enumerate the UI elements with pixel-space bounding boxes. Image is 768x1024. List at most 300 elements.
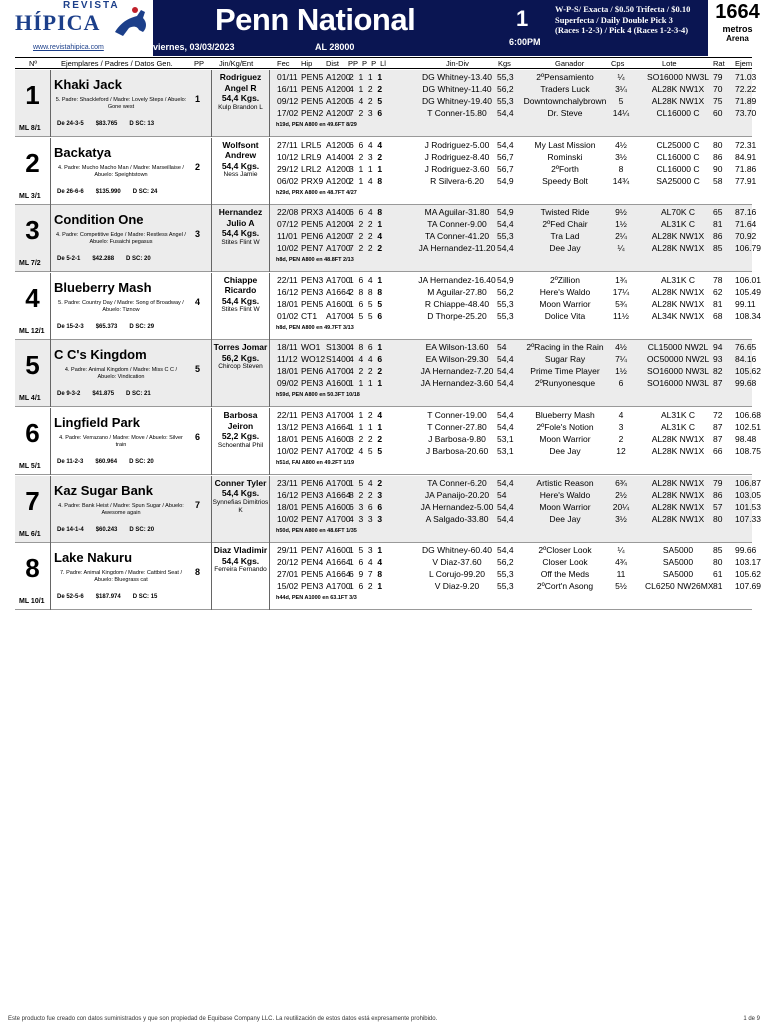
col-rat: Rat	[713, 59, 725, 68]
post-position: 4	[195, 296, 201, 307]
weight: 54,4 Kgs.	[221, 295, 260, 306]
pp-rat: 85	[713, 243, 723, 254]
race-header	[15, 0, 760, 56]
pp-ej: 101.53	[735, 501, 761, 512]
pp-ej: 99.68	[735, 378, 757, 389]
pp-gan: 2ºFed Chair	[542, 219, 588, 230]
pp-kg: 54,4	[497, 513, 514, 524]
pp-rat: 75	[713, 96, 723, 106]
pp-rat: 65	[713, 207, 723, 218]
post-position: 3	[195, 229, 201, 240]
morning-line-odds: ML 6/1	[19, 530, 41, 538]
pp-ej: 105.49	[735, 286, 761, 297]
pp-jin: M Aguilar-27.80	[427, 286, 487, 297]
record-starts: De 26-6-6	[57, 188, 84, 195]
past-performance-line	[273, 581, 761, 593]
jockey-cell	[211, 476, 270, 543]
pp-jin: TA Conner-41.20	[424, 231, 490, 242]
pp-lote: AL70K C	[660, 207, 696, 218]
pp-gan: Traders Luck	[540, 84, 590, 94]
column-header-row	[15, 57, 752, 69]
earnings: $65.373	[95, 323, 118, 330]
pp-hip: PEN3	[301, 274, 324, 285]
past-performance-line	[273, 151, 757, 164]
past-performance-line	[273, 163, 757, 176]
jockey-name: Chiappe Ricardo	[223, 274, 258, 296]
pp-rat: 86	[713, 151, 723, 162]
latest-workout: h29d, PRX A800 en 48.7FT 4/27	[276, 189, 357, 196]
pp-ej: 72.22	[735, 84, 757, 94]
morning-line-odds: ML 4/1	[19, 395, 41, 403]
pp-ej: 99.66	[735, 545, 757, 556]
pp-ej: 70.92	[735, 231, 757, 242]
record-starts: De 9-3-2	[57, 391, 81, 398]
pp-jin: T Conner-15.80	[427, 108, 487, 118]
pp-fec: 01/11	[277, 72, 298, 82]
pp-gan: Speedy Bolt	[542, 175, 588, 186]
trainer-name: Kulp Brandon L	[218, 103, 263, 111]
pp-kg: 54	[497, 342, 507, 353]
earnings: $42.288	[92, 256, 115, 263]
col-num: Nº	[29, 59, 38, 68]
pp-jin: JA Hernandez-16.40	[418, 274, 496, 285]
morning-line-odds: ML 8/1	[19, 125, 41, 132]
pp-fec: 01/02	[277, 310, 299, 321]
pp-kg: 54,4	[497, 139, 514, 150]
pp-jin: J Rodriguez-3.60	[424, 163, 490, 174]
pp-c: 2 1 4 8	[349, 175, 383, 186]
pp-ej: 106.87	[735, 477, 761, 488]
pp-kg: 56,7	[497, 163, 514, 174]
pp-jin: L Corujo-99.20	[429, 569, 485, 580]
pp-c: 1 6 2 1	[349, 581, 383, 592]
pp-dist: A1664	[326, 557, 351, 568]
pp-rat: 62	[713, 286, 723, 297]
pp-hip: PEN3	[301, 378, 324, 389]
pp-kg: 54,4	[497, 422, 514, 432]
pp-c: 1 5 3 1	[349, 545, 383, 556]
pp-fec: 09/02	[277, 378, 299, 389]
pp-dist: A1600	[326, 298, 351, 309]
pp-gan: Dee Jay	[549, 446, 581, 456]
latest-workout: h59d, PEN A800 en 50.3FT 10/18	[276, 392, 360, 399]
pp-rat: 85	[713, 545, 723, 556]
pp-lote: SA5000	[662, 545, 694, 556]
pp-jin: J Rodriguez-8.40	[424, 151, 490, 162]
header-bar	[153, 0, 708, 56]
days-since-race: D SC: 21	[126, 391, 151, 398]
pp-rat: 61	[713, 569, 723, 580]
pp-hip: PEN6	[301, 477, 324, 488]
jockey-name: Rodriguez Angel R	[219, 72, 262, 93]
pp-rat: 87	[713, 378, 723, 389]
pp-lote: AL28K NW1X	[651, 243, 705, 254]
pp-rat: 72	[713, 410, 723, 420]
pp-gan: 2ºForth	[551, 163, 579, 174]
pp-ej: 76.65	[735, 342, 757, 353]
post-position: 6	[195, 432, 201, 442]
entry-row	[15, 205, 761, 272]
pp-c: 6 4 2 5	[349, 96, 383, 106]
pp-c: 4 5 5 6	[349, 310, 383, 321]
weight: 54,4 Kgs.	[221, 555, 260, 566]
pp-ej: 107.69	[735, 581, 761, 592]
trainer-name: Stites Flint W	[221, 306, 260, 314]
pp-kg: 55,3	[497, 231, 514, 242]
pp-c: 6 9 7 8	[349, 569, 383, 580]
trainer-name: Chircop Steven	[218, 363, 263, 371]
weight: 54,4 Kgs.	[221, 160, 260, 171]
pp-kg: 55,3	[497, 298, 514, 309]
post-time: 6:00PM	[509, 37, 541, 47]
pp-lote: AL31K C	[660, 422, 696, 432]
pp-hip: PEN2	[301, 108, 324, 118]
pp-dist: A1200	[326, 163, 351, 174]
pp-kg: 55,3	[497, 310, 514, 321]
program-number-cell	[15, 273, 51, 340]
pp-kg: 53,1	[497, 434, 514, 444]
pp-cps: 17¼	[612, 286, 630, 297]
pp-lote: AL28K NW1X	[651, 446, 705, 456]
logo-top-text: REVISTA	[63, 0, 120, 11]
pp-c: 7 2 3 6	[349, 108, 383, 118]
record-starts: De 14-1-4	[57, 526, 84, 533]
col-hip: Hip	[301, 59, 313, 68]
pp-c: 1 1 1 1	[349, 422, 383, 432]
pp-cps: 1½	[615, 219, 627, 230]
pp-jin: JA Hernandez-11.20	[418, 243, 496, 254]
pp-hip: WO1	[301, 342, 321, 353]
col-jindiv: Jin-Div	[446, 59, 469, 68]
pp-rat: 80	[713, 513, 723, 524]
pp-c: 4 1 2 2	[349, 84, 383, 94]
pp-jin: JA Hernandez-3.60	[420, 378, 494, 389]
pp-kg: 54,4	[497, 243, 514, 254]
pp-hip: PEN5	[301, 72, 324, 82]
pp-kg: 54	[497, 489, 507, 500]
program-number: 5	[25, 350, 40, 381]
pp-fec: 29/11	[277, 545, 298, 556]
pp-hip: PEN7	[301, 545, 324, 556]
pp-cps: 20¼	[612, 501, 630, 512]
pp-jin: J Barbosa-9.80	[428, 434, 486, 444]
pp-c: 2 8 8 8	[349, 286, 383, 297]
pp-c: 1 1 1 1	[349, 378, 383, 389]
pp-fec: 18/01	[277, 366, 299, 377]
pp-fec: 10/12	[277, 151, 299, 162]
past-performance-line	[273, 489, 761, 502]
earnings: $41.875	[92, 391, 115, 398]
past-performance-line	[273, 545, 757, 557]
pp-dist: A1200	[326, 175, 351, 186]
past-performance-line	[273, 207, 757, 219]
past-performance-line	[273, 175, 757, 188]
horse-name: Condition One	[54, 212, 144, 228]
pp-jin: D Thorpe-25.20	[427, 310, 487, 321]
horse-name: Backatya	[54, 144, 112, 160]
race-date: viernes, 03/03/2023	[153, 42, 235, 52]
pp-gan: Sugar Ray	[544, 354, 586, 365]
past-performance-line	[273, 310, 761, 323]
pp-cps: 9½	[615, 207, 627, 218]
program-number: 2	[25, 147, 40, 178]
pp-kg: 54,4	[497, 410, 514, 420]
earnings: $60.964	[95, 459, 118, 465]
program-number-cell	[15, 138, 51, 205]
pp-gan: Twisted Ride	[540, 207, 590, 218]
pp-ej: 103.17	[735, 557, 761, 568]
pp-lote: AL28K NW1X	[651, 231, 705, 242]
race-purse: AL 28000	[315, 42, 355, 52]
pp-dist: A1200	[326, 219, 351, 230]
col-cps: Cps	[611, 59, 625, 68]
pp-ej: 102.51	[735, 422, 761, 432]
pp-dist: A1200	[326, 96, 351, 106]
pp-gan: Closer Look	[542, 557, 588, 568]
pp-rat: 58	[713, 175, 723, 186]
record-starts: De 5-2-1	[57, 256, 81, 263]
pp-hip: PEN5	[301, 298, 324, 309]
pp-cps: ¼	[617, 243, 625, 254]
pp-kg: 56,2	[497, 286, 514, 297]
pp-hip: PEN3	[301, 581, 324, 592]
past-performance-line	[273, 366, 761, 378]
pp-fec: 11/12	[277, 354, 298, 365]
pp-fec: 22/11	[277, 274, 298, 285]
pp-dist: A1700	[326, 274, 351, 285]
pp-ej: 87.16	[735, 207, 757, 218]
pp-hip: PEN6	[301, 366, 324, 377]
program-number-cell	[15, 340, 51, 407]
record-starts: De 24-3-5	[57, 121, 84, 127]
pp-hip: PEN5	[301, 501, 324, 512]
pp-c: 4 8 6 1	[349, 342, 383, 353]
pp-rat: 90	[713, 163, 723, 174]
program-number-cell	[15, 70, 51, 137]
morning-line-odds: ML 3/1	[19, 192, 41, 200]
horse-name: Lake Nakuru	[54, 550, 133, 566]
weight: 54,4 Kgs.	[221, 93, 260, 103]
program-number-cell	[15, 543, 51, 610]
pedigree: 4. Padre: Competitive Edge / Madre: Restless Angel / Abuelo: Fusaichi pegasus	[56, 232, 186, 246]
trainer-name: Stites Flint W	[221, 238, 260, 246]
pp-hip: PRX3	[301, 207, 324, 218]
col-fec: Fec	[277, 59, 290, 68]
pp-ej: 77.91	[735, 175, 757, 186]
pp-cps: 7¼	[615, 354, 627, 365]
pp-fec: 10/02	[277, 243, 299, 254]
pp-dist: A1664	[326, 422, 351, 432]
horse-name: Lingfield Park	[54, 415, 140, 430]
track-surface: Arena	[726, 34, 749, 43]
pp-kg: 54,9	[497, 175, 514, 186]
post-position: 7	[195, 499, 201, 510]
pp-ej: 98.48	[735, 434, 757, 444]
magazine-logo	[15, 0, 153, 56]
pp-dist: A1600	[326, 501, 351, 512]
weight: 54,4 Kgs.	[221, 488, 260, 499]
past-performance-line	[273, 557, 761, 569]
pp-hip: LRL2	[301, 163, 322, 174]
pp-lote: AL28K NW1X	[651, 434, 705, 444]
latest-workout: h19d, PEN A800 en 49.6FT 8/29	[276, 122, 357, 128]
pp-dist: A1700	[326, 410, 351, 420]
pp-lote: SA5000	[662, 557, 694, 568]
past-performance-line	[273, 434, 757, 446]
past-performance-line	[273, 477, 761, 490]
pp-gan: 2ºFole's Notion	[536, 422, 594, 432]
pp-rat: 81	[713, 298, 723, 309]
pp-cps: 3¼	[615, 84, 627, 94]
trainer-name: Synnefias Dimitrios K	[212, 498, 269, 514]
pp-hip: CT1	[301, 310, 318, 321]
pp-lote: AL28K NW1X	[651, 96, 705, 106]
latest-workout: h50d, PEN A800 en 48.6FT 1/35	[276, 527, 357, 534]
record-starts: De 11-2-3	[57, 459, 84, 465]
jockey-name: Barbosa Jeiron	[223, 410, 258, 431]
pp-c: 4 1 2 4	[349, 410, 383, 420]
pp-lote: CL16000 C	[656, 108, 700, 118]
pp-jin: DG Whitney-60.40	[422, 545, 492, 556]
pp-fec: 18/11	[277, 342, 298, 353]
weight: 56,2 Kgs.	[221, 352, 260, 363]
pp-gan: Here's Waldo	[539, 286, 591, 297]
pedigree: 4. Padre: Mucho Macho Man / Madre: Marseillaise / Abuelo: Speightstown	[58, 164, 184, 178]
pp-gan: Rominski	[547, 151, 583, 162]
pp-kg: 56,2	[497, 557, 514, 568]
pp-cps: ¼	[617, 72, 625, 82]
magazine-url-link[interactable]: www.revistahipica.com	[33, 44, 104, 51]
pp-jin: JA Hernandez-5.00	[420, 501, 494, 512]
pp-rat: 60	[713, 108, 723, 118]
career-record	[57, 121, 154, 127]
pp-kg: 54,4	[497, 108, 514, 118]
col-positions: PP P P Ll	[348, 59, 386, 68]
weight: 52,2 Kgs.	[221, 431, 260, 441]
pp-lote: AL28K NW1X	[651, 298, 705, 309]
pp-cps: 4½	[615, 139, 627, 150]
track-name: Penn National	[215, 2, 416, 37]
pp-cps: 14¾	[612, 175, 630, 186]
pp-jin: MA Aguilar-31.80	[424, 207, 490, 218]
pp-gan: Downtownchalybrown	[523, 96, 607, 106]
pp-jin: T Conner-27.80	[427, 422, 487, 432]
pp-hip: PEN7	[301, 446, 324, 456]
pp-gan: Dr. Steve	[547, 108, 583, 118]
pp-cps: 1½	[615, 366, 627, 377]
pp-kg: 54,4	[497, 477, 514, 488]
pp-fec: 09/12	[277, 96, 299, 106]
pp-c: 7 2 2 2	[349, 243, 383, 254]
pp-ej: 99.11	[735, 298, 756, 309]
entry-row	[15, 543, 761, 610]
pp-hip: PEN5	[301, 219, 324, 230]
past-performance-line	[273, 298, 756, 311]
pp-jin: JA Hernandez-7.20	[420, 366, 494, 377]
pp-fec: 27/01	[277, 569, 299, 580]
pp-rat: 79	[713, 477, 723, 488]
pp-c: 4 3 3 3	[349, 513, 383, 524]
pp-lote: AL28K NW1X	[651, 286, 705, 297]
pp-dist: A1600	[326, 378, 351, 389]
earnings: $83.765	[95, 121, 118, 127]
pp-cps: 8	[618, 163, 624, 174]
pp-lote: AL28K NW1X	[651, 513, 705, 524]
pp-rat: 79	[713, 72, 723, 82]
pp-ej: 105.62	[735, 366, 761, 377]
col-jockey: Jin/Kg/Ent	[219, 59, 254, 68]
pp-gan: Dolice Vita	[544, 310, 586, 321]
past-performance-line	[273, 72, 757, 84]
pp-hip: PEN3	[301, 286, 324, 297]
pp-jin: JA Panaijo-20.20	[424, 489, 490, 500]
pedigree: 4. Padre: Verrazano / Madre: Move / Abuelo: Silver train	[59, 435, 183, 448]
pp-c: 4 2 3 2	[349, 151, 383, 162]
pedigree: 7. Padre: Animal Kingdom / Madre: Cattbird Seat / Abuelo: Bluegrass cat	[60, 570, 182, 584]
pp-hip: PEN3	[301, 489, 324, 500]
pp-hip: PRX9	[301, 175, 324, 186]
past-performance-line	[273, 342, 757, 354]
race-distance: 1664	[715, 1, 760, 23]
pp-fec: 29/12	[277, 163, 299, 174]
pp-gan: 2ºCloser Look	[538, 545, 592, 556]
pp-fec: 17/02	[277, 108, 299, 118]
jockey-name: Torres Jomar	[213, 342, 268, 353]
page-number: 1 de 9	[743, 1016, 760, 1022]
days-since-race: D SC: 20	[129, 526, 155, 533]
pp-lote: AL28K NW1X	[651, 84, 705, 94]
pp-jin: A Salgado-33.80	[425, 513, 489, 524]
pp-dist: A1700	[326, 477, 351, 488]
pp-ej: 84.91	[735, 151, 757, 162]
days-since-race: D SC: 24	[132, 188, 158, 195]
pp-hip: LRL5	[301, 139, 322, 150]
pp-dist: A1200	[326, 139, 351, 150]
days-since-race: D SC: 20	[126, 256, 151, 263]
pp-rat: 87	[713, 434, 723, 444]
pp-lote: SA25000 C	[656, 175, 700, 186]
jockey-cell	[211, 273, 270, 340]
jockey-cell	[211, 340, 270, 407]
pp-jin: DG Whitney-19.40	[422, 96, 492, 106]
pp-kg: 55,3	[497, 569, 514, 580]
pp-lote: CL16000 C	[656, 163, 700, 174]
pp-lote: CL25000 C	[656, 139, 700, 150]
career-record	[57, 594, 157, 600]
pp-gan: 2ºRacing in the Rain	[526, 342, 604, 353]
pp-kg: 54,4	[497, 219, 514, 230]
program-number-cell	[15, 408, 51, 475]
pp-c: 6 3 6 6	[349, 501, 383, 512]
career-record	[57, 256, 151, 262]
pp-hip: PEN5	[301, 84, 324, 94]
pp-dist: S1300	[326, 342, 351, 353]
post-position: 8	[195, 567, 201, 578]
pp-dist: A1600	[326, 545, 351, 556]
morning-line-odds: ML 12/1	[19, 327, 45, 335]
horse-name: Khaki Jack	[54, 77, 122, 92]
pp-lote: AL28K NW1X	[651, 477, 705, 488]
pp-kg: 55,3	[497, 581, 514, 592]
pp-kg: 54,9	[497, 207, 514, 218]
pp-gan: Blueberry Mash	[535, 410, 595, 420]
pp-fec: 18/01	[277, 501, 299, 512]
pp-cps: 4¾	[615, 557, 627, 568]
pp-kg: 56,2	[497, 84, 514, 94]
entry-row	[15, 138, 757, 205]
pp-fec: 11/01	[277, 231, 298, 242]
past-performance-line	[273, 274, 761, 287]
